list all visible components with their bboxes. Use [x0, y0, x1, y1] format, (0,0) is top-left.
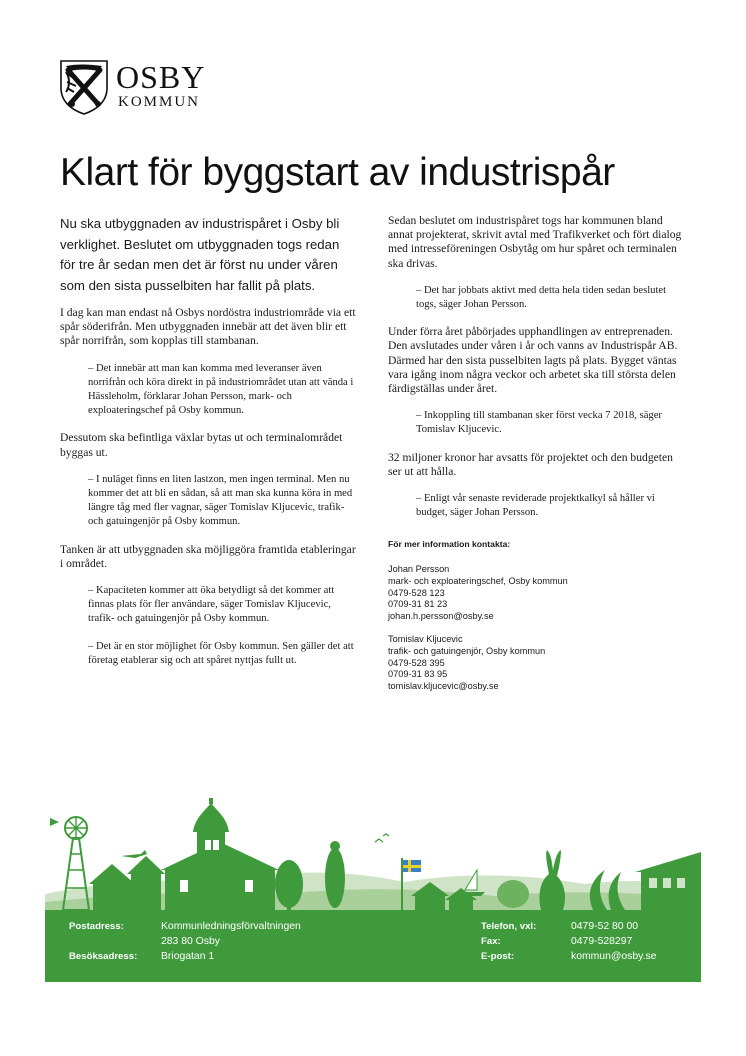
osby-kommun-logo — [58, 58, 228, 118]
quote-paragraph: – Inkoppling till stambanan sker först vecka 7 2018, säger Tomislav Kljucevic. — [416, 410, 662, 436]
contact-name: Johan Persson — [388, 564, 450, 575]
contact-email[interactable]: tomislav.kljucevic@osby.se — [388, 680, 499, 691]
contact-heading: För mer information kontakta: — [388, 539, 511, 550]
epost-value[interactable]: kommun@osby.se — [571, 951, 657, 962]
contact-name: Tomislav Kljucevic — [388, 634, 463, 645]
besoksadress-label: Besöksadress: — [69, 951, 138, 962]
body-paragraph: I dag kan man endast nå Osbys nordöstra industriområde via ett spår söderifrån. Men utbyggnaden innebär att det även blir ett spår norrifrån, som kopplas till stambanan. — [60, 306, 356, 348]
coat-of-arms-icon — [58, 58, 110, 116]
body-paragraph: Under förra året påbörjades upphandlingen av entreprenaden. Den avslutades under våren i år och vanns av Industrispår AB. Därmed har den sista pusselbiten lagts på plats. Bygget väntas vara igång inom några veckor och arbetet ska till största delen färdigställas under året. — [388, 325, 678, 396]
logo-name: OSBY — [116, 59, 206, 95]
fax-label: Fax: — [481, 936, 501, 947]
body-paragraph: Tanken är att utbyggnaden ska möjliggöra framtida etableringar i området. — [60, 542, 356, 570]
quote-paragraph: – Kapaciteten kommer att öka betydligt så det kommer att finnas plats för fler användare, säger Tomislav Kljucevic, trafik- och gatuingenjör på Osby kommun. — [88, 585, 335, 625]
contact-role: trafik- och gatuingenjör, Osby kommun — [388, 646, 546, 657]
body-paragraph: Sedan beslutet om industrispåret togs har kommunen bland annat projekterat, skrivit avtal med Trafikverket och fört dialog med intresseföreningen Osbytåg om hur spåret och terminalen ska drivas. — [388, 214, 682, 270]
quote-paragraph: – Det innebär att man kan komma med leveranser även norrifrån och köra direkt in på industriområdet utan att vända i Hässleholm, förklarar Johan Persson, mark- och exploateringschef på Osby kommun. — [88, 362, 354, 417]
besoksadress-value: Briogatan 1 — [161, 951, 215, 962]
lead-paragraph: Nu ska utbyggnaden av industrispåret i Osby bli verklighet. Beslutet om utbyggnaden togs redan för tre år sedan men det är först nu under våren som den sista pusselbiten har fallit på plats. — [60, 216, 340, 293]
body-paragraph: 32 miljoner kronor har avsatts för projektet och den budgeten ser ut att hålla. — [388, 450, 673, 478]
contact-mobile: 0709-31 83 95 — [388, 669, 448, 680]
town-skyline-illustration — [45, 798, 701, 912]
left-column — [60, 214, 358, 681]
right-column — [388, 214, 684, 704]
logo-subtitle: KOMMUN — [118, 94, 201, 110]
page-title: Klart för byggstart av industrispår — [60, 151, 615, 194]
quote-paragraph: – Enligt vår senaste reviderade projektkalkyl så håller vi budget, säger Johan Persson. — [416, 493, 655, 519]
epost-label: E-post: — [481, 951, 515, 962]
contact-phone: 0479-528 123 — [388, 587, 445, 598]
quote-paragraph: – I nuläget finns en liten lastzon, men ingen terminal. Men nu kommer det att bli en sådan, så att man ska kunna köra in med längre tåg med fler vagnar, säger Tomislav Kljucevic, trafik- och gatuingenjör på Osby kommun. — [88, 473, 353, 528]
telefon-value: 0479-52 80 00 — [571, 921, 639, 932]
contact-block — [388, 634, 684, 692]
contact-role: mark- och exploateringschef, Osby kommun — [388, 576, 568, 587]
fax-value: 0479-528297 — [571, 936, 633, 947]
footer — [45, 910, 701, 982]
contact-block — [388, 564, 684, 622]
postadress-label: Postadress: — [69, 921, 124, 932]
quote-paragraph: – Det har jobbats aktivt med detta hela tiden sedan beslutet togs, säger Johan Persson. — [416, 284, 667, 311]
contact-mobile: 0709-31 81 23 — [388, 599, 448, 610]
quote-paragraph: – Det är en stor möjlighet för Osby kommun. Sen gäller det att företag etablerar sig och att spåret nyttjas fullt ut. — [88, 640, 354, 666]
postadress-line2: 283 80 Osby — [161, 936, 220, 947]
contact-email[interactable]: johan.h.persson@osby.se — [388, 610, 494, 621]
postadress-line1: Kommunledningsförvaltningen — [161, 921, 301, 932]
body-paragraph: Dessutom ska befintliga växlar bytas ut och terminalområdet byggas ut. — [60, 431, 343, 459]
contact-phone: 0479-528 395 — [388, 657, 445, 668]
telefon-label: Telefon, vxl: — [481, 921, 537, 932]
